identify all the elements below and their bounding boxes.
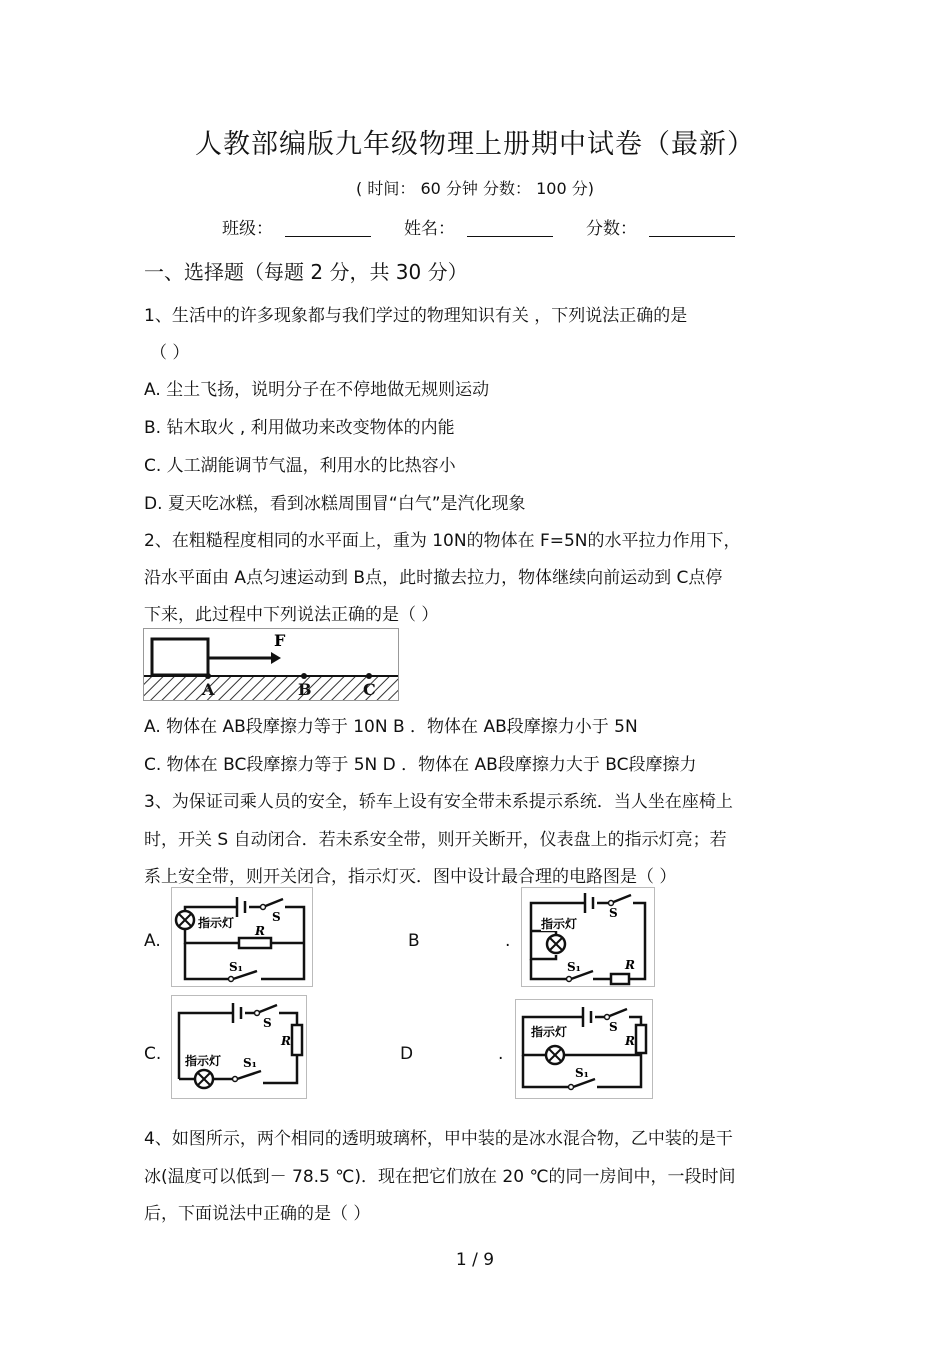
q3-label-a: A. <box>144 931 161 951</box>
resistor-label: R <box>281 1034 291 1048</box>
label-C: C <box>363 680 376 699</box>
page-number: 1 / 9 <box>455 1250 495 1270</box>
switch-s1-label: S₁ <box>229 960 243 974</box>
name-field <box>404 214 553 239</box>
lamp-label: 指示灯 <box>185 1054 222 1068</box>
q3-label-b-dot: . <box>505 931 511 951</box>
label-B: B <box>298 680 312 699</box>
label-F: F <box>274 631 286 650</box>
class-field <box>222 214 371 239</box>
score-label: 分数： <box>586 219 637 239</box>
q3-line-1: 3、为保证司乘人员的安全，轿车上设有安全带未系提示系统．当人坐在座椅上 <box>144 792 733 812</box>
class-label: 班级： <box>222 219 273 239</box>
label-A: A <box>202 680 215 699</box>
switch-s-label: S <box>263 1016 272 1030</box>
switch-s1-label: S₁ <box>567 960 581 974</box>
resistor-label: R <box>255 924 265 938</box>
lamp-label: 指示灯 <box>541 917 578 931</box>
q3-line-2: 时，开关 S 自动闭合．若未系安全带，则开关断开，仪表盘上的指示灯亮；若 <box>144 830 727 850</box>
switch-s-label: S <box>609 906 618 920</box>
q1-option-c: C. 人工湖能调节气温，利用水的比热容小 <box>144 456 456 476</box>
q2-line-3: 下来，此过程中下列说法正确的是（ ） <box>144 605 439 625</box>
q2-options-cd: C. 物体在 BC段摩擦力等于 5N D ．物体在 AB段摩擦力大于 BC段摩擦力 <box>144 755 697 775</box>
q2-figure <box>143 628 399 701</box>
circuit-d <box>515 999 653 1099</box>
q3-label-d: D <box>400 1044 414 1064</box>
class-blank[interactable] <box>285 220 371 237</box>
switch-s1-label: S₁ <box>575 1066 589 1080</box>
q3-label-d-dot: . <box>498 1044 504 1064</box>
q4-line-2: 冰(温度可以低到－ 78.5 ℃)．现在把它们放在 20 ℃的同一房间中，一段时间 <box>144 1167 736 1187</box>
circuit-a <box>171 887 313 987</box>
exam-meta: ( 时间： 60 分钟 分数： 100 分) <box>356 179 594 198</box>
q2-line-1: 2、在粗糙程度相同的水平面上，重为 10N的物体在 F=5N的水平拉力作用下， <box>144 531 741 551</box>
page-title: 人教部编版九年级物理上册期中试卷（最新） <box>195 129 755 160</box>
q4-line-1: 4、如图所示，两个相同的透明玻璃杯，甲中装的是冰水混合物，乙中装的是干 <box>144 1129 733 1149</box>
q1-answer-paren: （ ） <box>150 343 190 363</box>
block <box>152 639 208 675</box>
switch-s-label: S <box>609 1020 618 1034</box>
q1-option-a: A. 尘土飞扬，说明分子在不停地做无规则运动 <box>144 380 490 400</box>
switch-s1-label: S₁ <box>243 1056 257 1070</box>
score-field <box>586 214 735 239</box>
q1-option-d: D. 夏天吃冰糕，看到冰糕周围冒“白气”是汽化现象 <box>144 494 526 514</box>
q4-line-3: 后，下面说法中正确的是（ ） <box>144 1204 371 1224</box>
q1-option-b: B. 钻木取火 , 利用做功来改变物体的内能 <box>144 418 455 438</box>
name-blank[interactable] <box>467 220 553 237</box>
name-label: 姓名： <box>404 219 455 239</box>
resistor-label: R <box>625 1034 635 1048</box>
resistor-label: R <box>625 958 635 972</box>
q2-options-ab: A. 物体在 AB段摩擦力等于 10N B ．物体在 AB段摩擦力小于 5N <box>144 717 638 737</box>
q2-line-2: 沿水平面由 A点匀速运动到 B点，此时撤去拉力，物体继续向前运动到 C点停 <box>144 568 723 588</box>
circuit-b <box>521 887 655 987</box>
circuit-c <box>171 995 307 1099</box>
switch-s-label: S <box>272 910 281 924</box>
lamp-label: 指示灯 <box>198 916 235 930</box>
section-heading: 一、选择题（每题 2 分，共 30 分） <box>144 260 468 284</box>
score-blank[interactable] <box>649 220 735 237</box>
q3-label-c: C. <box>144 1044 162 1064</box>
q3-label-b: B <box>408 931 420 951</box>
ground-hatching <box>144 676 398 700</box>
q1-stem: 1、生活中的许多现象都与我们学过的物理知识有关 ，下列说法正确的是 <box>144 306 688 326</box>
q3-line-3: 系上安全带，则开关闭合，指示灯灭．图中设计最合理的电路图是（ ） <box>144 867 677 887</box>
lamp-label: 指示灯 <box>531 1025 568 1039</box>
